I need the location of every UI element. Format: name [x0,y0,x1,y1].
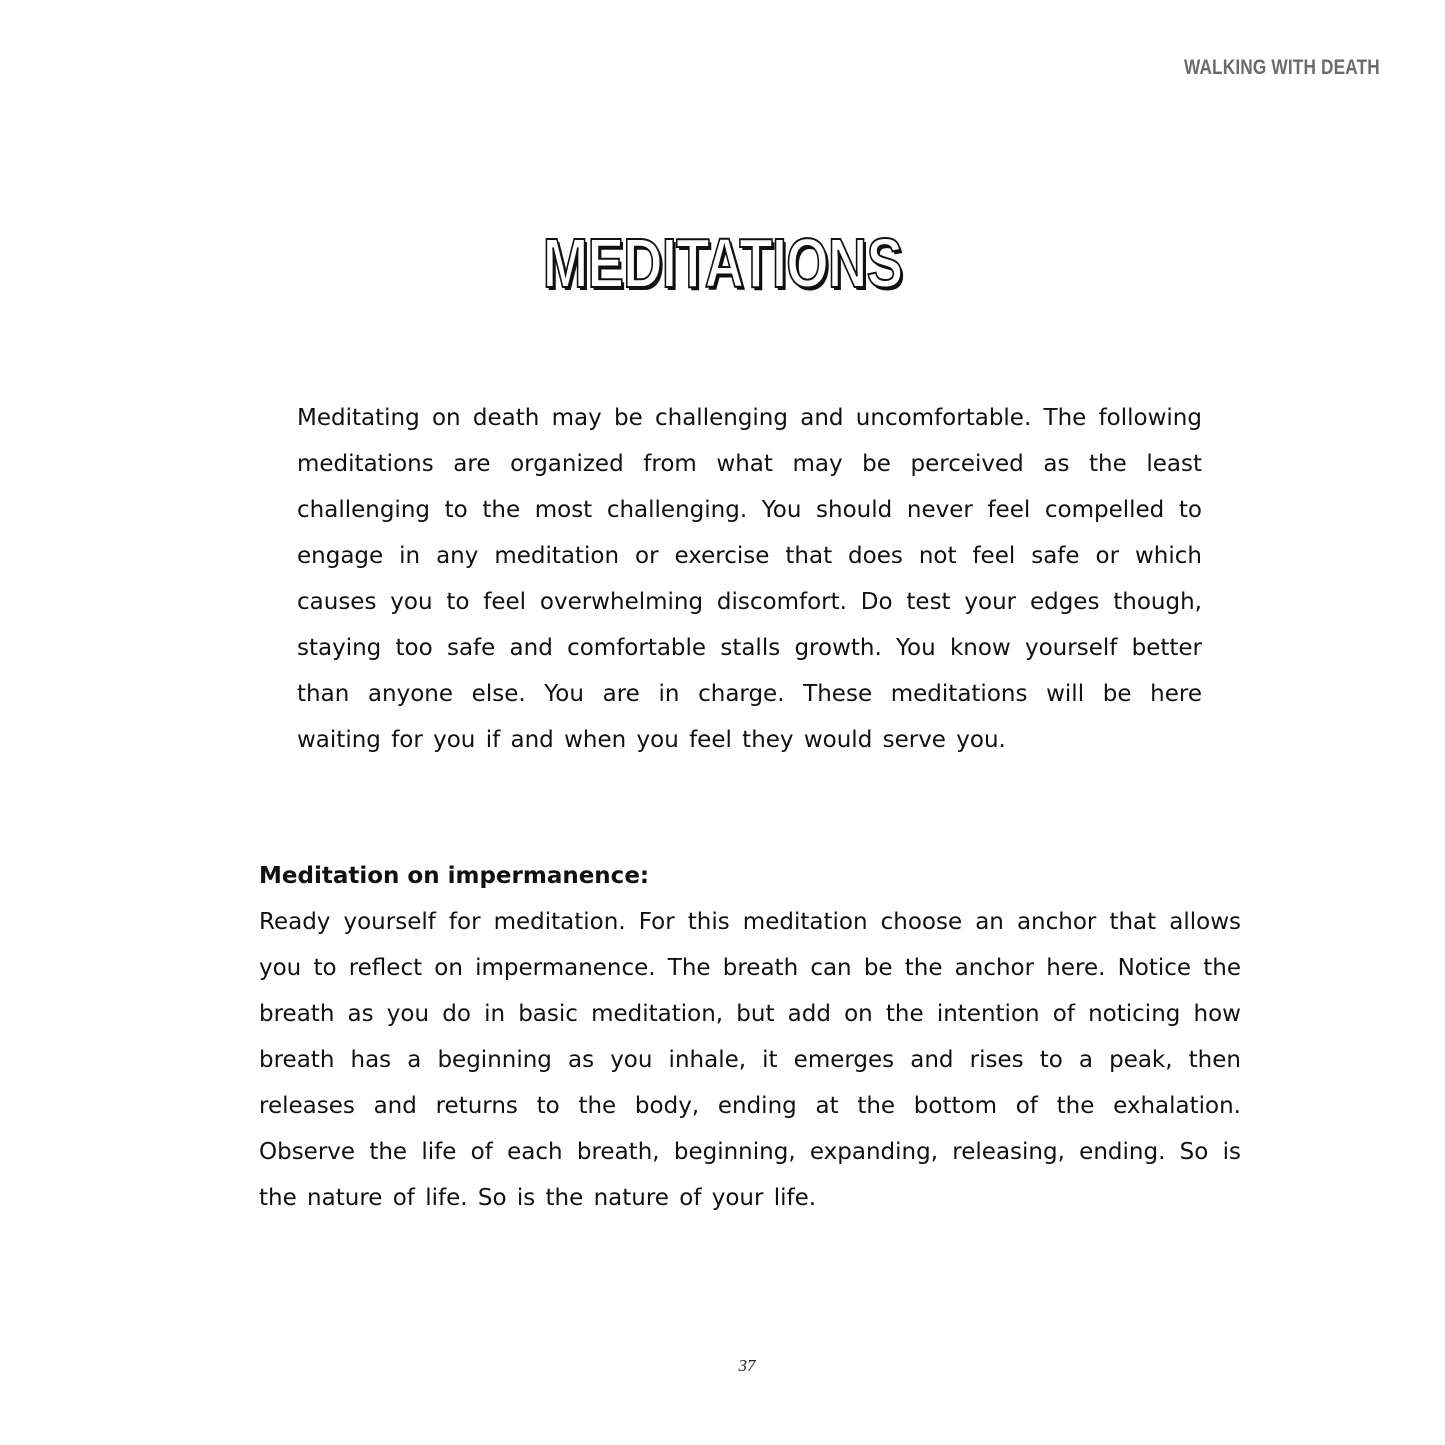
chapter-title: MEDITATIONS [542,223,903,302]
running-header: WALKING WITH DEATH [1184,56,1380,79]
section-body: Ready yourself for meditation. For this meditation choose an anchor that allows you to reflect on impermanence. The breath can be the anchor here. Notice the breath as you do in basic meditation, but add on the intention of noticing how breath has a beginning as you inhale, it emerges and rises to a peak, then releases and returns to the body, ending at the bottom of the exhalation. Observe the life of each breath, beginning, expanding, releasing, ending. So is the nature of life. So is the nature of your life. [259,909,1241,1211]
page-number: 37 [738,1356,756,1375]
section-heading: Meditation on impermanence: [259,863,650,889]
intro-paragraph: Meditating on death may be challenging and uncomfortable. The following meditations are organized from what may be perceived as the least challenging to the most challenging. You should never feel compelled to engage in any meditation or exercise that does not feel safe or which causes you to feel overwhelming discomfort. Do test your edges though, staying too safe and comfortable stalls growth. You know yourself better than anyone else. You are in charge. These meditations will be here waiting for you if and when you feel they would serve you. [297,405,1202,753]
